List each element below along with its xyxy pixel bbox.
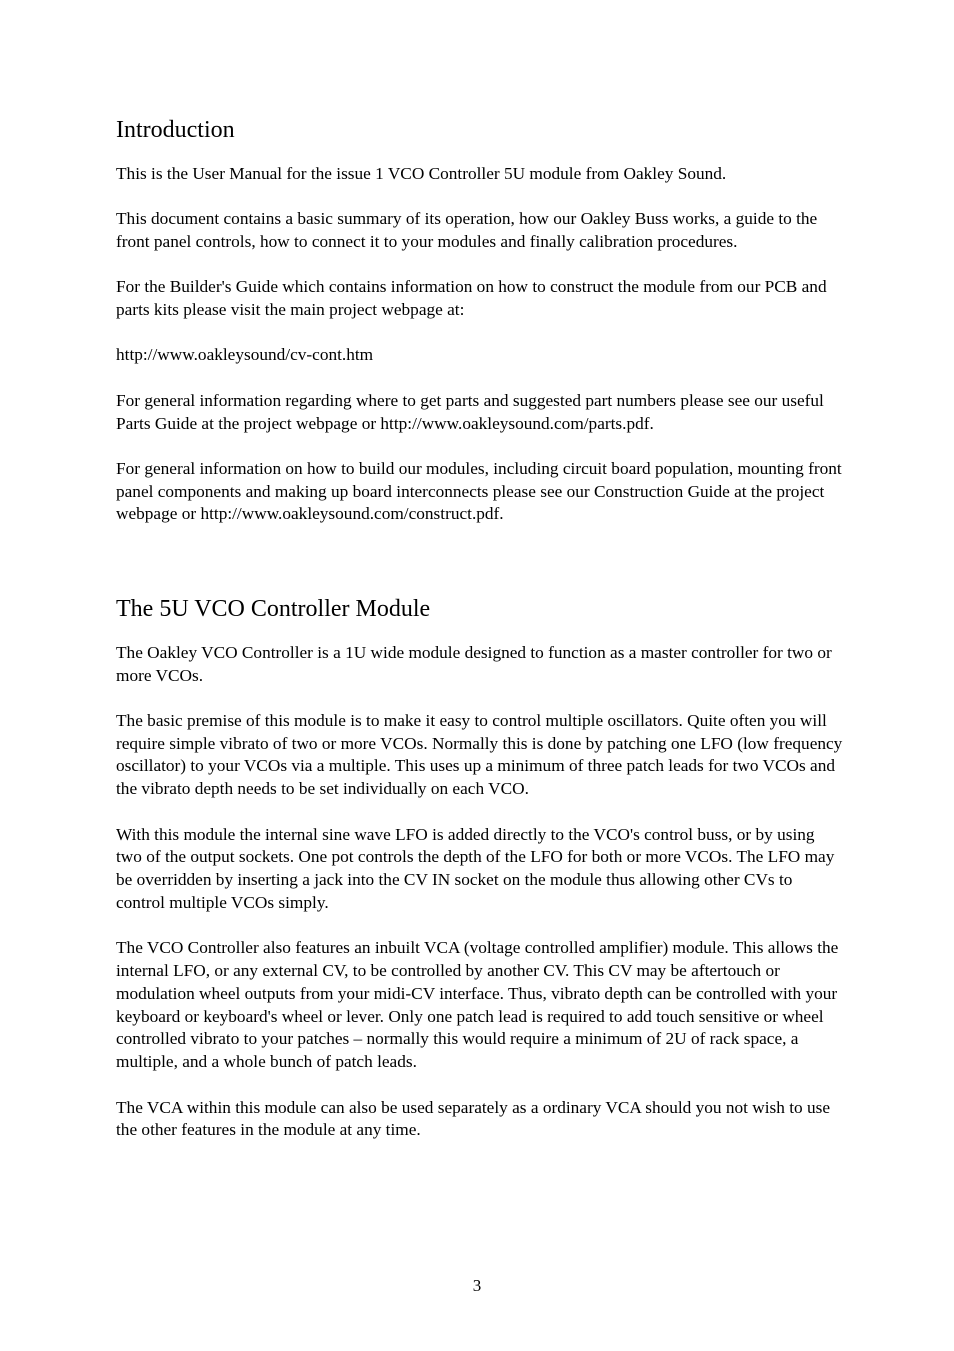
paragraph: With this module the internal sine wave LFO is added directly to the VCO's control buss, or by using two of the output sockets. One pot controls the depth of the LFO for both or more VCOs. The LFO may be overridden by inserting a jack into the CV IN socket on the module thus allowing other CVs to control multiple VCOs simply. xyxy=(116,824,835,912)
paragraph: For the Builder's Guide which contains information on how to construct the module from our PCB and parts kits please visit the main project webpage at: xyxy=(116,277,827,320)
paragraph: This document contains a basic summary of its operation, how our Oakley Buss works, a guide to the front panel controls, how to connect it to your modules and finally calibration procedures. xyxy=(116,209,818,252)
section-vco-controller-module xyxy=(116,594,844,1142)
paragraph: For general information regarding where to get parts and suggested part numbers please see our useful Parts Guide at the project webpage or http://www.oakleysound.com/parts.pdf. xyxy=(116,390,824,433)
paragraph: This is the User Manual for the issue 1 VCO Controller 5U module from Oakley Sound. xyxy=(116,164,727,183)
section-spacer xyxy=(116,549,844,594)
paragraph: The Oakley VCO Controller is a 1U wide module designed to function as a master controller for two or more VCOs. xyxy=(116,642,832,685)
paragraph: For general information on how to build our modules, including circuit board population, mounting front panel components and making up board interconnects please see our Construction Guide at the project webpage or http://www.oakleysound.com/construct.pdf. xyxy=(116,458,842,524)
paragraph: The VCO Controller also features an inbuilt VCA (voltage controlled amplifier) module. This allows the internal LFO, or any external CV, to be controlled by another CV. This CV may be aftertouch or modulation wheel outputs from your midi-CV interface. Thus, vibrato depth can be controlled with your keyboard or keyboard's wheel or lever. Only one patch lead is required to add touch sensitive or wheel controlled vibrato to your patches – normally this would require a minimum of 2U of rack space, a multiple, and a whole bunch of patch leads. xyxy=(116,938,839,1072)
section-heading: The 5U VCO Controller Module xyxy=(116,595,431,622)
section-introduction xyxy=(116,115,844,526)
section-heading: Introduction xyxy=(116,117,235,143)
project-url: http://www.oakleysound/cv-cont.htm xyxy=(116,345,374,365)
page-number: 3 xyxy=(472,1276,482,1295)
page-content xyxy=(116,115,844,1165)
paragraph: The VCA within this module can also be used separately as a ordinary VCA should you not wish to use the other features in the module at any time. xyxy=(116,1097,831,1140)
paragraph: The basic premise of this module is to make it easy to control multiple oscillators. Quite often you will require simple vibrato of two or more VCOs. Normally this is done by patching one LFO (low frequency oscillator) to your VCOs via a multiple. This uses up a minimum of three patch leads for two VCOs and the vibrato depth needs to be set individually on each VCO. xyxy=(116,710,843,799)
